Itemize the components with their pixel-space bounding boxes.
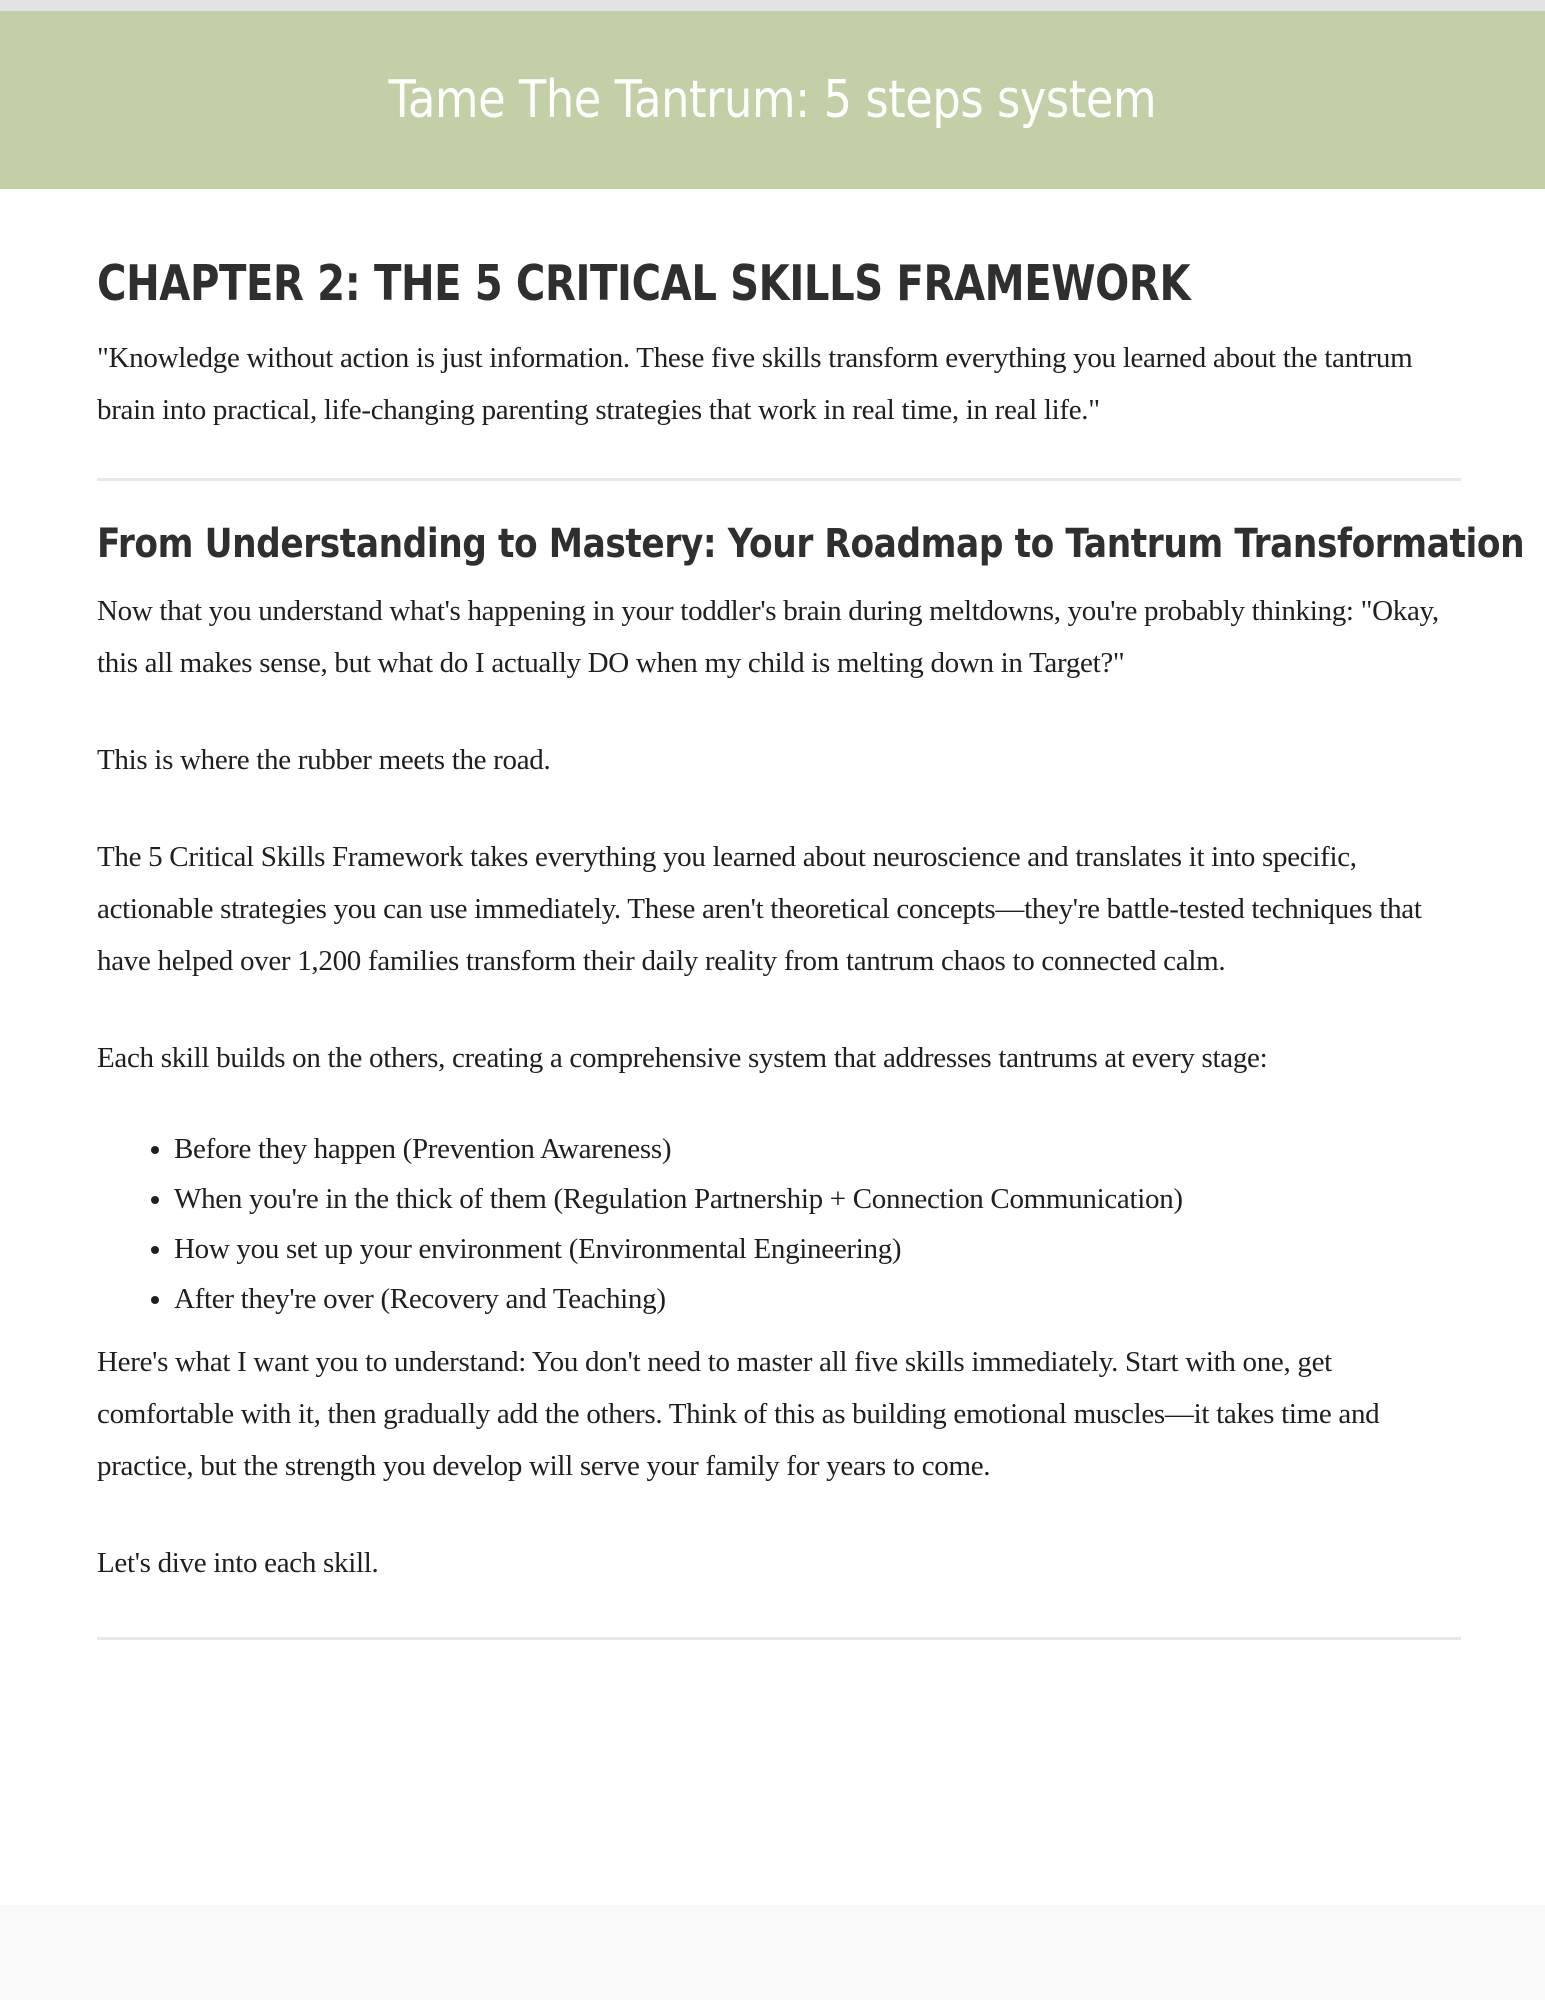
chapter-title: CHAPTER 2: THE 5 CRITICAL SKILLS FRAMEWORK	[97, 255, 1191, 312]
list-item: • When you're in the thick of them (Regulation Partnership + Connection Communication)	[174, 1174, 1461, 1224]
body-paragraph: This is where the rubber meets the road.	[97, 744, 551, 776]
top-edge-strip	[0, 0, 1545, 11]
body-paragraph: Let's dive into each skill.	[97, 1547, 379, 1579]
document-header-band	[0, 11, 1545, 189]
section-divider	[97, 1637, 1461, 1640]
list-item: • After they're over (Recovery and Teaching)	[174, 1274, 1461, 1324]
body-paragraph: Here's what I want you to understand: You don't need to master all five skills immediately. Start with one, get comfortable with it, then gradually add the others. Think of this as building emotional muscles—it takes time and practice, but the strength you develop will serve your family for years to come.	[97, 1346, 1380, 1482]
body-paragraph: The 5 Critical Skills Framework takes everything you learned about neuroscience and translates it into specific, actionable strategies you can use immediately. These aren't theoretical concepts—they're battle-tested techniques that have helped over 1,200 families transform their daily reality from tantrum chaos to connected calm.	[97, 841, 1422, 977]
list-item: • How you set up your environment (Environmental Engineering)	[174, 1224, 1461, 1274]
page-content	[97, 255, 1525, 1640]
section-divider	[97, 478, 1461, 481]
list-item: • Before they happen (Prevention Awareness)	[174, 1124, 1461, 1174]
page-footer-band	[0, 1905, 1545, 2000]
section-heading: From Understanding to Mastery: Your Roadmap to Tantrum Transformation	[97, 521, 1525, 567]
body-paragraph: Each skill builds on the others, creating a comprehensive system that addresses tantrums at every stage:	[97, 1042, 1268, 1074]
tantrum-stage-list	[97, 1124, 1461, 1324]
document-title: Tame The Tantrum: 5 steps system	[388, 70, 1157, 130]
body-paragraph: Now that you understand what's happening in your toddler's brain during meltdowns, you're probably thinking: "Okay, this all makes sense, but what do I actually DO when my child is melting down in Target?"	[97, 595, 1439, 679]
chapter-epigraph-quote: "Knowledge without action is just information. These five skills transform everything you learned about the tantrum brain into practical, life-changing parenting strategies that work in real time, in real life."	[97, 342, 1413, 426]
